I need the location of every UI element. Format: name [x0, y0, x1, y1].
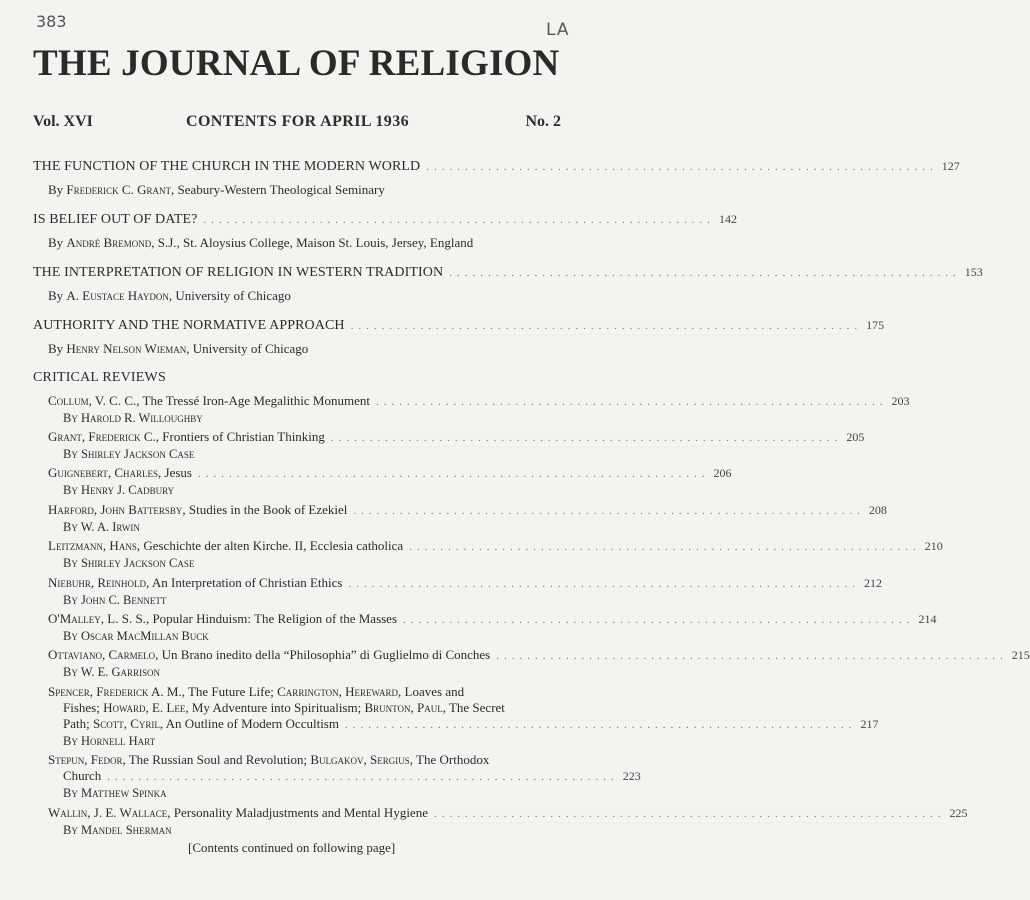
handwritten-note-right: LA — [546, 20, 570, 40]
review-title: , Un Brano inedito della “Philosophia” di Guglielmo di Conches — [155, 647, 491, 662]
review-entry — [48, 647, 1030, 680]
article-author: Frederick C. Grant — [66, 182, 171, 197]
article-author-line: By A. Eustace Haydon, University of Chicago — [48, 288, 291, 303]
review-author: Carrington, Hereward — [277, 684, 399, 699]
dot-leader: .................................................................. — [409, 541, 921, 553]
reviewer: By John C. Bennett — [63, 593, 167, 607]
article-entry — [33, 264, 983, 304]
review-author: O'Malley, L. S. S. — [48, 611, 146, 626]
page-number: 210 — [924, 539, 943, 553]
review-author: Brunton, Paul — [364, 700, 443, 715]
review-entry — [48, 393, 910, 426]
review-entry — [48, 429, 865, 462]
article-entry — [33, 317, 885, 357]
reviewer: By Shirley Jackson Case — [63, 447, 195, 461]
review-title: , Personality Maladjustments and Mental Hygiene — [167, 805, 428, 820]
review-title: , Frontiers of Christian Thinking — [155, 429, 325, 444]
page-number: 127 — [941, 159, 960, 173]
article-title: AUTHORITY AND THE NORMATIVE APPROACH — [33, 318, 345, 333]
review-author: Bulgakov, Sergius — [310, 752, 410, 767]
dot-leader: .................................................................. — [449, 267, 961, 279]
review-author: Collum, V. C. C. — [48, 393, 137, 408]
page-number: 215 — [1011, 648, 1030, 662]
review-entry — [48, 611, 937, 644]
dot-leader: .................................................................. — [375, 396, 888, 408]
article-author: A. Eustace Haydon — [66, 288, 169, 303]
review-author: Leitzmann, Hans — [48, 538, 137, 553]
review-author: Ottaviano, Carmelo — [48, 647, 156, 662]
article-author: Henry Nelson Wieman — [66, 341, 187, 356]
review-line: Stepun, Fedor, The Russian Soul and Revolution; Bulgakov, Sergius, The Orthodox — [48, 752, 490, 767]
volume-label: Vol. XVI — [33, 113, 93, 130]
article-author-line: By Frederick C. Grant, Seabury-Western Theological Seminary — [48, 182, 385, 197]
page-number: 205 — [846, 430, 865, 444]
article-entry — [33, 158, 960, 198]
review-entry — [48, 575, 882, 608]
handwritten-note-left: 383 — [36, 12, 67, 31]
dot-leader: .................................................................. — [353, 505, 865, 517]
article-author-line: By André Bremond, S.J., St. Aloysius College, Maison St. Louis, Jersey, England — [48, 235, 474, 250]
contents-heading: CONTENTS FOR APRIL 1936 — [186, 113, 410, 130]
reviewer: By Oscar MacMillan Buck — [63, 629, 209, 643]
review-entry — [48, 502, 887, 535]
dot-leader: .................................................................. — [344, 719, 857, 731]
page-number: 217 — [860, 717, 879, 731]
continued-note: [Contents continued on following page] — [188, 840, 396, 855]
issue-number: No. 2 — [525, 113, 561, 130]
review-author: Stepun, Fedor — [48, 752, 123, 767]
journal-title: THE JOURNAL OF RELIGION — [33, 43, 560, 84]
page-number: 153 — [964, 265, 983, 279]
review-entry-multi: Spencer, Frederick A. M., The Future Life; Carrington, Hereward, Loaves and Fishes; Howard, E. Lee, My Adventure into Spiritualism; Brunton, Paul, The Secret Path; Scott, Cyril, An Outline of Modern Occultism .................................................................. 217 By Hornell Hart — [48, 684, 879, 748]
review-author: Wallin, J. E. Wallace — [48, 805, 168, 820]
article-entry — [33, 211, 737, 251]
review-author: Grant, Frederick C. — [48, 429, 156, 444]
article-author: André Bremond — [66, 235, 152, 250]
reviewer: By W. A. Irwin — [63, 520, 140, 534]
page-number: 223 — [622, 769, 641, 783]
review-author: Harford, John Battersby — [48, 502, 183, 517]
page-number: 142 — [719, 212, 737, 226]
reviewer: By W. E. Garrison — [63, 665, 161, 679]
article-title: THE FUNCTION OF THE CHURCH IN THE MODERN WORLD — [33, 159, 421, 174]
review-line: Fishes; Howard, E. Lee, My Adventure into Spiritualism; Brunton, Paul, The Secret — [63, 700, 505, 715]
review-entry-multi: Stepun, Fedor, The Russian Soul and Revolution; Bulgakov, Sergius, The Orthodox Church .................................................................. 223 By Matthew Spinka — [48, 752, 641, 800]
dot-leader: .................................................................. — [203, 214, 715, 226]
reviewer: By Henry J. Cadbury — [63, 483, 175, 497]
review-title: , Geschichte der alten Kirche. II, Ecclesia catholica — [136, 538, 404, 553]
page-number: 212 — [863, 576, 882, 590]
reviewer: By Mandel Sherman — [63, 823, 172, 837]
article-author-line: By Henry Nelson Wieman, University of Chicago — [48, 341, 309, 356]
page-number: 225 — [949, 806, 968, 820]
dot-leader: .................................................................. — [403, 614, 915, 626]
review-author: Guignebert, Charles — [48, 465, 159, 480]
dot-leader: .................................................................. — [426, 161, 938, 173]
dot-leader: .................................................................. — [348, 578, 860, 590]
review-title: , Studies in the Book of Ezekiel — [182, 502, 348, 517]
article-title: THE INTERPRETATION OF RELIGION IN WESTERN TRADITION — [33, 265, 444, 280]
dot-leader: .................................................................. — [496, 650, 1008, 662]
review-author: Niebuhr, Reinhold — [48, 575, 147, 590]
reviewer: By Matthew Spinka — [63, 786, 167, 800]
review-author: Howard, E. Lee — [103, 700, 186, 715]
page-number: 206 — [713, 466, 732, 480]
reviewer: By Shirley Jackson Case — [63, 556, 195, 570]
review-author: Scott, Cyril — [92, 716, 160, 731]
reviewer: By Harold R. Willoughby — [63, 411, 203, 425]
dot-leader: .................................................................. — [350, 320, 863, 332]
dot-leader: .................................................................. — [197, 468, 710, 480]
page-number: 175 — [866, 318, 885, 332]
review-entry — [48, 538, 943, 571]
page-number: 208 — [868, 503, 887, 517]
critical-reviews-heading: CRITICAL REVIEWS — [33, 370, 166, 385]
dot-leader: .................................................................. — [107, 771, 619, 783]
review-author: Spencer, Frederick A. M. — [48, 684, 182, 699]
review-title: , Popular Hinduism: The Religion of the Masses — [145, 611, 398, 626]
dot-leader: .................................................................. — [330, 432, 843, 444]
page-number: 214 — [918, 612, 937, 626]
review-title: , The Tressé Iron-Age Megalithic Monument — [136, 393, 370, 408]
review-entry — [48, 465, 732, 498]
page-number: 203 — [891, 394, 910, 408]
reviewer: By Hornell Hart — [63, 734, 156, 748]
review-title: , Jesus — [158, 465, 192, 480]
review-title: , An Interpretation of Christian Ethics — [146, 575, 343, 590]
review-entry — [48, 805, 968, 838]
dot-leader: .................................................................. — [433, 808, 946, 820]
article-title: IS BELIEF OUT OF DATE? — [33, 212, 198, 227]
review-line: Spencer, Frederick A. M., The Future Life; Carrington, Hereward, Loaves and — [48, 684, 465, 699]
